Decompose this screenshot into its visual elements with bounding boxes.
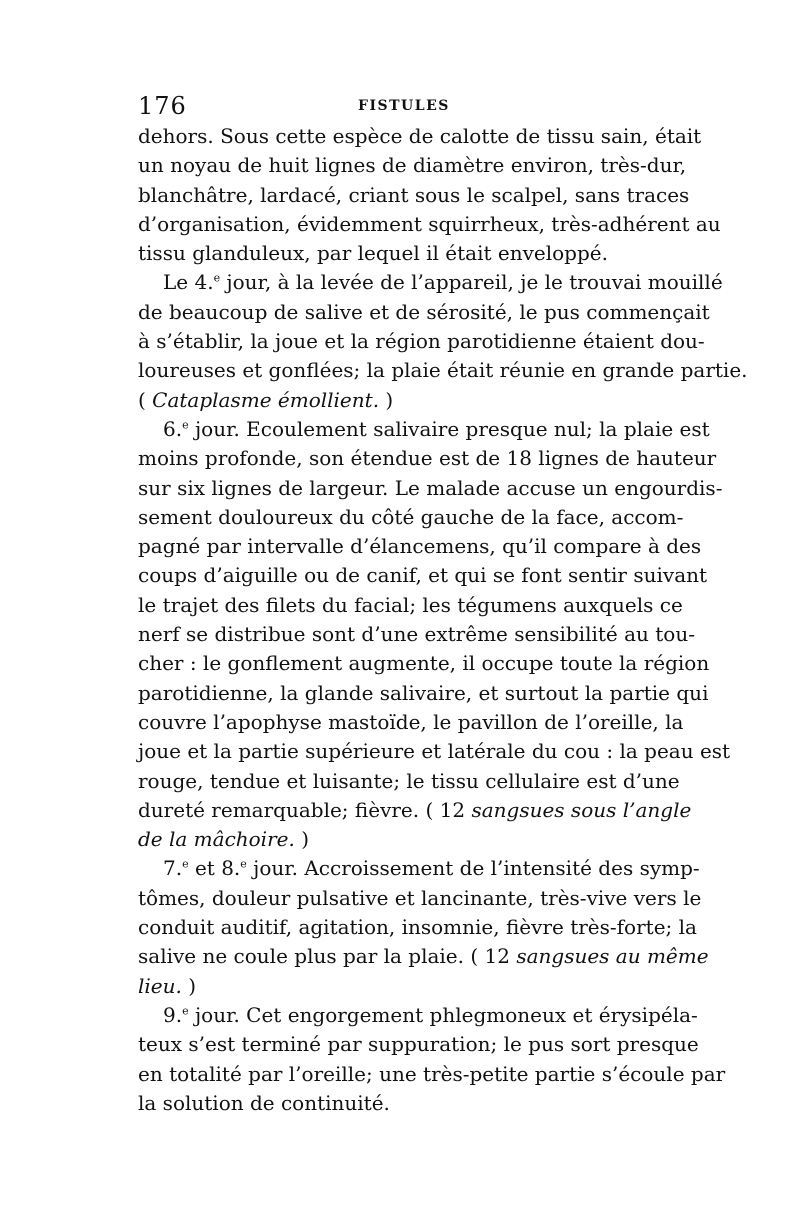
running-title: FISTULES bbox=[358, 98, 450, 114]
text-line: coups d’aiguille ou de canif, et qui se font sentir suivant bbox=[138, 563, 708, 588]
text-line: sement douloureux du côté gauche de la face, accom- bbox=[138, 504, 684, 529]
text-line: d’organisation, évidemment squirrheux, très-adhérent au bbox=[138, 211, 721, 236]
text-line: teux s’est terminé par suppuration; le pus sort presque bbox=[138, 1032, 699, 1057]
text-line: la solution de continuité. bbox=[138, 1090, 390, 1115]
text-line: le trajet des filets du facial; les tégumens auxquels ce bbox=[138, 592, 683, 617]
text-line: nerf se distribue sont d’une extrême sensibilité au tou- bbox=[138, 622, 695, 647]
text-line: Le 4.$^e$ jour, à la levée de l’appareil, je le trouvai mouillé bbox=[163, 270, 723, 295]
text-line: couvre l’apophyse mastoïde, le pavillon de l’oreille, la bbox=[138, 709, 684, 734]
text-line: parotidienne, la glande salivaire, et surtout la partie qui bbox=[138, 680, 709, 705]
text-line: 7.$^e$ et 8.$^e$ jour. Accroissement de l’intensité des symp- bbox=[163, 856, 700, 881]
text-line: ( Cataplasme émollient. ) bbox=[138, 387, 394, 412]
text-line: un noyau de huit lignes de diamètre environ, très-dur, bbox=[138, 153, 687, 178]
text-line: lieu. ) bbox=[138, 973, 197, 998]
text-line: sur six lignes de largeur. Le malade accuse un engourdis- bbox=[138, 475, 723, 500]
text-line: joue et la partie supérieure et latérale du cou : la peau est bbox=[138, 739, 731, 764]
text-line: tissu glanduleux, par lequel il était enveloppé. bbox=[138, 241, 608, 266]
text-line: 6.$^e$ jour. Ecoulement salivaire presque nul; la plaie est bbox=[163, 416, 710, 441]
text-line: salive ne coule plus par la plaie. ( 12 sangsues au même bbox=[138, 944, 709, 969]
text-line: 9.$^e$ jour. Cet engorgement phlegmoneux et érysipéla- bbox=[163, 1002, 698, 1027]
text-line: pagné par intervalle d’élancemens, qu’il compare à des bbox=[138, 534, 702, 559]
text-line: à s’établir, la joue et la région parotidienne étaient dou- bbox=[138, 329, 705, 354]
text-line: loureuses et gonflées; la plaie était réunie en grande partie. bbox=[138, 358, 748, 383]
text-line: rouge, tendue et luisante; le tissu cellulaire est d’une bbox=[138, 768, 680, 793]
text-line: moins profonde, son étendue est de 18 lignes de hauteur bbox=[138, 446, 717, 471]
page-number: 176 bbox=[138, 92, 187, 120]
text-line: blanchâtre, lardacé, criant sous le scalpel, sans traces bbox=[138, 182, 690, 207]
text-line: dehors. Sous cette espèce de calotte de tissu sain, était bbox=[138, 124, 702, 148]
text-line: cher : le gonflement augmente, il occupe toute la région bbox=[138, 651, 710, 676]
running-head bbox=[138, 92, 658, 122]
text-line: de beaucoup de salive et de sérosité, le pus commençait bbox=[138, 299, 710, 324]
body-text bbox=[138, 122, 748, 1118]
text-line: tômes, douleur pulsative et lancinante, très-vive vers le bbox=[138, 885, 702, 910]
book-page bbox=[138, 92, 748, 1118]
text-line: conduit auditif, agitation, insomnie, fièvre très-forte; la bbox=[138, 915, 697, 940]
text-line: en totalité par l’oreille; une très-petite partie s’écoule par bbox=[138, 1061, 726, 1086]
text-line: de la mâchoire. ) bbox=[138, 827, 310, 852]
text-line: dureté remarquable; fièvre. ( 12 sangsues sous l’angle bbox=[138, 797, 692, 822]
